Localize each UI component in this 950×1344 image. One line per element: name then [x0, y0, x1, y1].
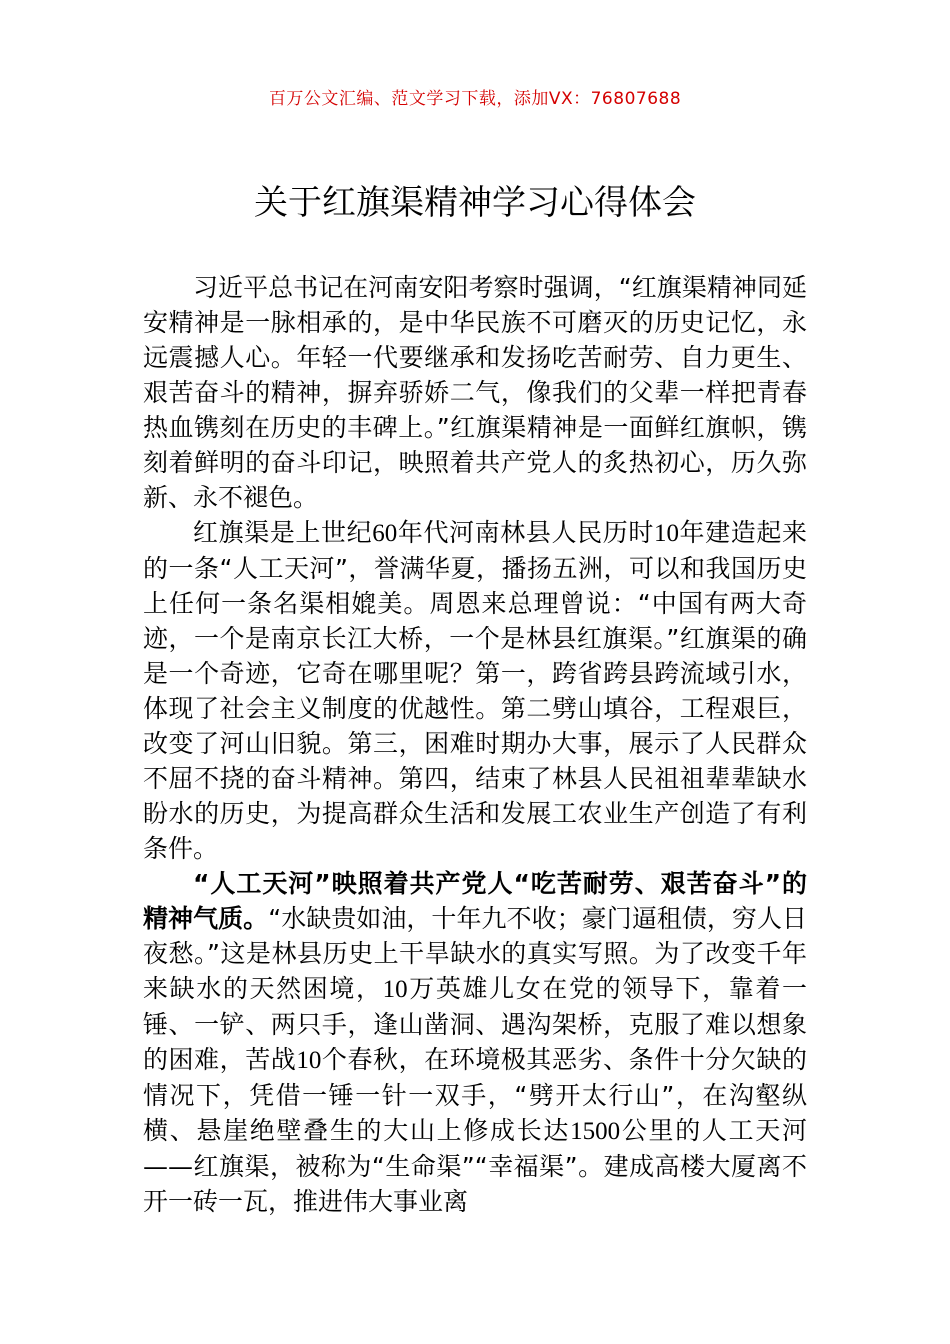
paragraph-2-segment-3: 年建造起来的一条“人工天河”，誉满华夏，播扬五洲，可以和我国历史上任何一条名渠相媲美。周恩来总理曾说：“中国有两大奇迹，一个是南京长江大桥，一个是林县红旗渠。”红旗渠的确是一个奇迹，它奇在哪里呢？第一，跨省跨县跨流域引水，体现了社会主义制度的优越性。第二劈山填谷，工程艰巨，改变了河山旧貌。第三，困难时期办大事，展示了人民群众不屈不挠的奋斗精神。第四，结束了林县人民祖祖辈辈缺水盼水的历史，为提高群众生活和发展工农业生产创造了有利条件。	[143, 518, 807, 863]
paragraph-1	[143, 270, 807, 515]
paragraph-3-segment-1: “水缺贵如油，十年九不收；豪门逼租债，穷人日夜愁。”这是林县历史上干旱缺水的真实写照。为了改变千年来缺水的天然困境，	[143, 904, 807, 1003]
paragraph-3-number-3: 1500	[570, 1118, 621, 1145]
paragraph-3-number-2: 10	[296, 1047, 322, 1074]
paragraph-2-number-2: 10	[653, 520, 679, 547]
paragraph-2-number-1: 60	[372, 520, 398, 547]
paragraph-3-segment-3: 个春秋，在环境极其恶劣、条件十分欠缺的情况下，凭借一锤一针一双手，“劈开太行山”，在沟壑纵横、悬崖绝壁叠生的大山上修成长达	[143, 1045, 807, 1145]
header-watermark-note: 百万公文汇编、范文学习下载，添加VX：76807688	[268, 89, 682, 109]
paragraph-3-number-1: 10	[382, 976, 408, 1003]
document-body	[143, 270, 807, 1219]
paragraph-3	[143, 866, 807, 1219]
paragraph-2-segment-2: 年代河南林县人民历时	[397, 518, 654, 547]
paragraph-3-segment-4: 公里的人工天河——红旗渠，被称为“生命渠”“幸福渠”。建成高楼大厦离不开一砖一瓦，推进伟大事业离	[143, 1116, 807, 1216]
paragraph-1-text: 习近平总书记在河南安阳考察时强调，“红旗渠精神同延安精神是一脉相承的，是中华民族不可磨灭的历史记忆，永远震撼人心。年轻一代要继承和发扬吃苦耐劳、自力更生、艰苦奋斗的精神，摒弃骄娇二气，像我们的父辈一样把青春热血镌刻在历史的丰碑上。”红旗渠精神是一面鲜红旗帜，镌刻着鲜明的奋斗印记，映照着共产党人的炙热初心，历久弥新、永不褪色。	[143, 273, 807, 512]
paragraph-3-segment-2: 万英雄儿女在党的领导下，靠着一锤、一铲、两只手，逢山凿洞、遇沟架桥，克服了难以想象的困难，苦战	[143, 974, 807, 1074]
paragraph-2-segment-1: 红旗渠是上世纪	[193, 518, 373, 547]
paragraph-2	[143, 515, 807, 866]
document-title: 关于红旗渠精神学习心得体会	[254, 183, 696, 223]
paragraph-3-lead-heading: “人工天河”映照着共产党人“吃苦耐劳、艰苦奋斗”的精神气质。	[143, 869, 807, 933]
